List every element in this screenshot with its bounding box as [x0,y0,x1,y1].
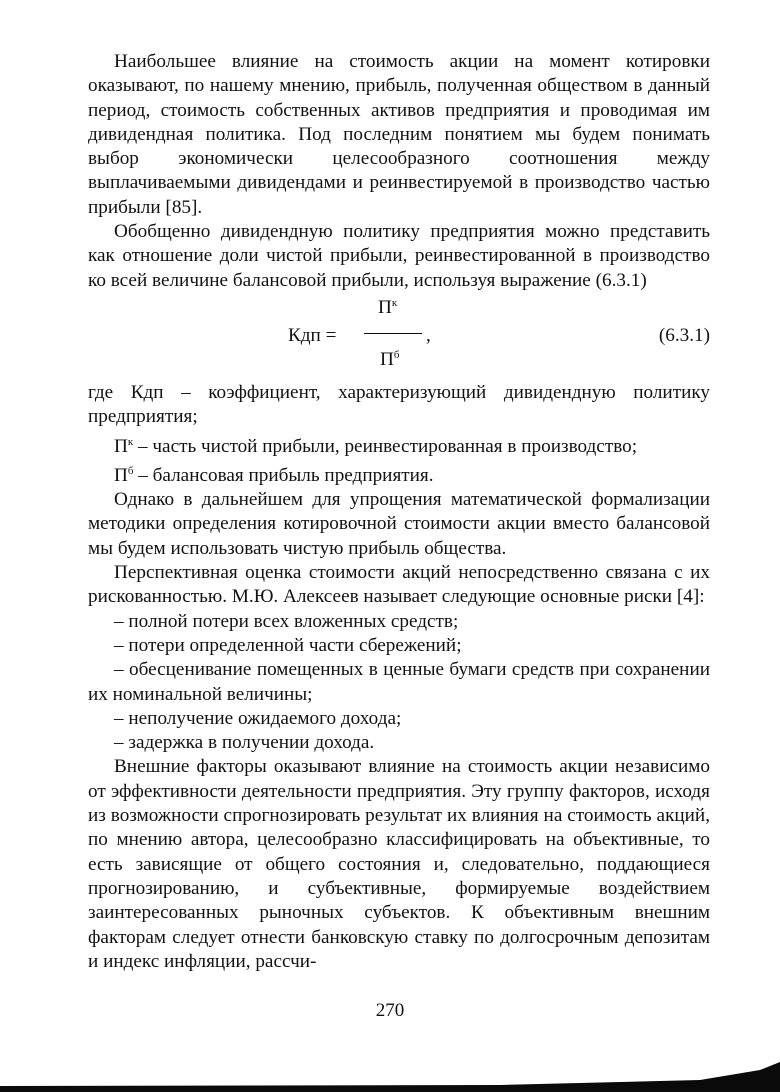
page-number: 270 [375,1000,405,1021]
page-body [88,50,710,974]
pk-base: П [114,435,128,457]
fraction-bar [364,333,422,334]
formula-comma: , [426,324,431,346]
numerator-base: П [378,296,392,318]
pb-base: П [114,464,128,486]
denominator-base: П [380,348,394,370]
risk-item-1: – полной потери всех вложенных средств; [114,610,459,632]
risk-item-3: – обесценивание помещенных в ценные бумаги средств при сохранении их номинальной величины; [88,659,710,705]
paragraph-6: Однако в дальнейшем для упрощения математической формализации методики определения котировочной стоимости акции вместо балансовой мы будем использовать чистую прибыль общества. [88,489,710,559]
pb-sup: б [127,464,134,477]
formula-lhs: Кдп = [288,324,337,346]
paragraph-7: Перспективная оценка стоимости акций непосредственно связана с их рискованностью. М.Ю. Алексеев называет следующие основные риски [4]: [88,562,710,608]
definition-pk [88,430,710,459]
paragraph-2: Обобщенно дивидендную политику предприятия можно представить как отношение доли чистой прибыли, реинвестированной в производство ко всей величине балансовой прибыли, используя выражение (6.3.1) [88,221,710,291]
scan-edge-shadow [0,1052,780,1092]
paragraph-1: Наибольшее влияние на стоимость акции на момент котировки оказывают, по нашему мнению, прибыль, полученная обществом в данный период, стоимость собственных активов предприятия и проводимая им дивидендная политика. Под последним понятием мы будем понимать выбор экономически целесообразного соотношения между выплачиваемыми дивидендами и реинвестируемой в производство частью прибыли [85]. [88,51,710,218]
pk-text: – часть чистой прибыли, реинвестированная в производство; [133,435,638,457]
formula-6-3-1 [88,295,710,381]
formula-number: (6.3.1) [658,324,710,346]
formula-numerator [378,297,397,319]
denominator-sup: б [393,348,400,361]
pb-text: – балансовая прибыль предприятия. [133,464,434,486]
formula-denominator [380,349,399,371]
risk-item-4: – неполучение ожидаемого дохода; [114,707,402,729]
definition-pb [88,459,710,488]
risk-item-2: – потери определенной части сбережений; [114,634,462,656]
numerator-sup: к [391,296,398,309]
risk-item-5: – задержка в получении дохода. [114,732,375,754]
paragraph-3: где Кдп – коэффициент, характеризующий дивидендную политику предприятия; [88,381,710,428]
paragraph-8: Внешние факторы оказывают влияние на стоимость акции независимо от эффективности деятельности предприятия. Эту группу факторов, исходя из возможности спрогнозировать результат их влияния на стоимость акций, по мнению автора, целесообразно классифицировать на объективные, то есть зависящие от общего состояния и, следовательно, поддающиеся прогнозированию, и субъективные, формируемые воздействием заинтересованных рыночных субъектов. К объективным внешним факторам следует отнести банковскую ставку по долгосрочным депозитам и индекс инфляции, рассчи- [88,756,710,972]
pk-sup: к [127,435,134,448]
